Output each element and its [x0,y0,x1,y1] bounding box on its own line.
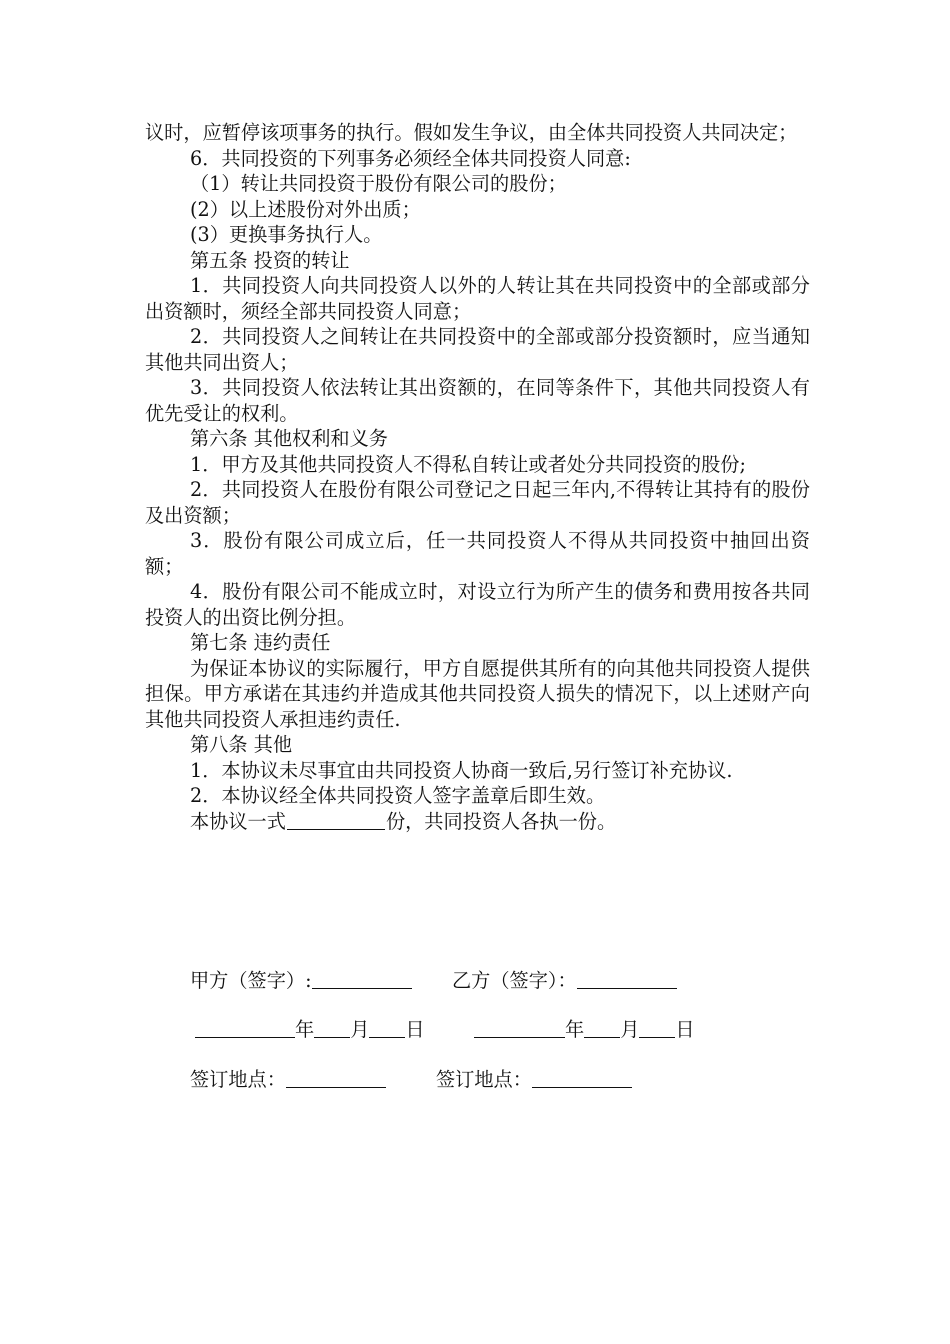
paragraph: （1）转让共同投资于股份有限公司的股份； [190,172,567,195]
party-a-signature [190,968,412,993]
day-label: 日 [405,1018,425,1041]
year-label: 年 [295,1018,315,1041]
party-b-place-blank[interactable] [532,1067,632,1088]
copies-count-blank[interactable] [287,809,385,830]
paragraph: 6．共同投资的下列事务必须经全体共同投资人同意: [190,146,631,170]
signature-row [190,968,750,994]
paragraph: 3．股份有限公司成立后，任一共同投资人不得从共同投资中抽回出资额； [145,529,810,578]
paragraph: 为保证本协议的实际履行，甲方自愿提供其所有的向其他共同投资人提供担保。甲方承诺在其违约并造成其他共同投资人损失的情况下，以上述财产向其他共同投资人承担违约责任. [145,656,810,731]
paragraph: 3．共同投资人依法转让其出资额的，在同等条件下，其他共同投资人有优先受让的权利。 [145,376,810,425]
paragraph: 1．本协议未尽事宜由共同投资人协商一致后,另行签订补充协议. [190,758,733,782]
party-a-day-blank[interactable] [369,1017,405,1038]
copies-line [145,809,810,835]
party-a-place [190,1067,386,1092]
party-b-signature-blank[interactable] [577,968,677,989]
day-label: 日 [675,1018,695,1041]
paragraph: 2．本协议经全体共同投资人签字盖章后即生效。 [190,784,606,807]
party-b-date [474,1017,695,1042]
paragraph: 2．共同投资人之间转让在共同投资中的全部或部分投资额时，应当通知其他共同出资人； [145,325,810,374]
signing-place-row [190,1067,750,1093]
article-heading: 第六条 其他权利和义务 [190,427,388,450]
date-row [190,1017,750,1043]
party-b-day-blank[interactable] [639,1017,675,1038]
month-label: 月 [350,1018,370,1041]
article-heading: 第七条 违约责任 [190,631,331,654]
article-heading: 第八条 其他 [190,733,293,756]
paragraph: 4．股份有限公司不能成立时，对设立行为所产生的债务和费用按各共同投资人的出资比例分担。 [145,580,810,629]
party-a-place-blank[interactable] [286,1067,386,1088]
paragraph: 1．甲方及其他共同投资人不得私自转让或者处分共同投资的股份; [190,452,746,476]
paragraph: 2．共同投资人在股份有限公司登记之日起三年内,不得转让其持有的股份及出资额； [145,478,810,527]
party-b-year-blank[interactable] [474,1017,565,1038]
party-a-label: 甲方（签字）: [190,969,312,992]
year-label: 年 [565,1018,585,1041]
party-b-month-blank[interactable] [584,1017,620,1038]
place-label-b: 签订地点： [436,1068,532,1091]
article-heading: 第五条 投资的转让 [190,248,350,272]
party-a-signature-blank[interactable] [312,968,412,989]
paragraph: 议时，应暂停该项事务的执行。假如发生争议，由全体共同投资人共同决定； [145,121,798,144]
paragraph: (2）以上述股份对外出质； [190,197,421,221]
paragraph: 1．共同投资人向共同投资人以外的人转让其在共同投资中的全部或部分出资额时，须经全部共同投资人同意； [145,274,810,323]
party-a-date [195,1017,425,1042]
agreement-body [145,120,810,834]
month-label: 月 [620,1018,640,1041]
party-b-place [436,1067,632,1092]
place-label-a: 签订地点： [190,1068,286,1091]
copies-before-text: 本协议一式 [190,809,286,833]
party-b-signature [452,968,677,993]
party-a-month-blank[interactable] [314,1017,350,1038]
party-b-label: 乙方（签字）： [452,969,577,992]
party-a-year-blank[interactable] [195,1017,295,1038]
paragraph: (3）更换事务执行人。 [190,223,383,246]
copies-after-text: 份，共同投资人各执一份。 [385,809,617,833]
